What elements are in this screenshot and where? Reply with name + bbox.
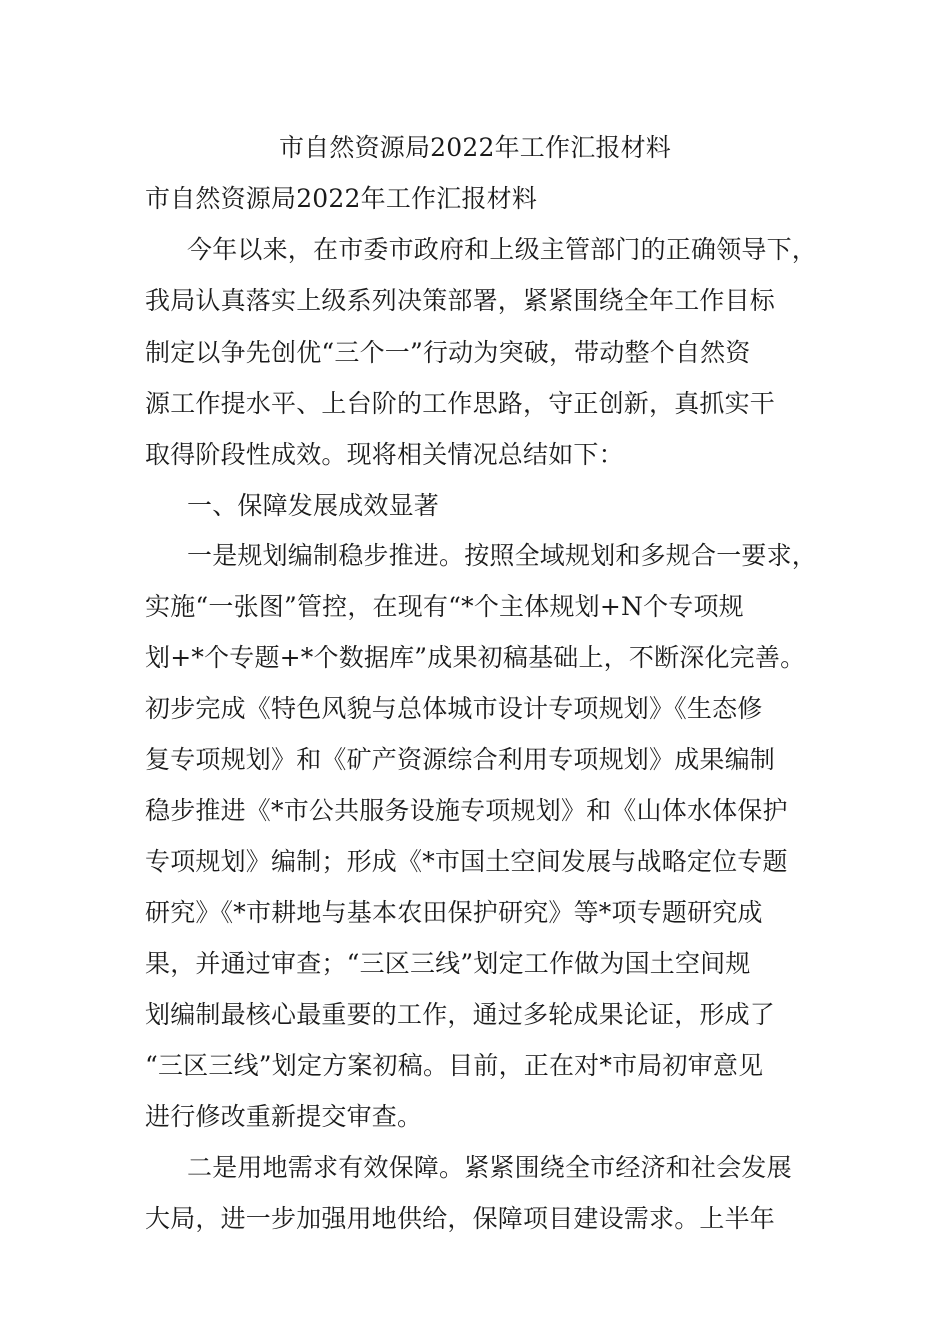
paragraph-line: “三区三线”划定方案初稿。目前，正在对*市局初审意见	[145, 1051, 764, 1080]
paragraph-line: 今年以来，在市委市政府和上级主管部门的正确领导下，	[187, 235, 818, 264]
paragraph-line: 取得阶段性成效。现将相关情况总结如下：	[145, 440, 624, 469]
document-subtitle: 市自然资源局2022年工作汇报材料	[145, 184, 538, 213]
paragraph-line: 进行修改重新提交审查。	[145, 1102, 423, 1131]
paragraph-line: 研究》《*市耕地与基本农田保护研究》等*项专题研究成	[145, 898, 763, 927]
paragraph-line: 划编制最核心最重要的工作，通过多轮成果论证，形成了	[145, 1000, 776, 1029]
section-heading: 一、保障发展成效显著	[187, 491, 440, 520]
paragraph-line: 二是用地需求有效保障。紧紧围绕全市经济和社会发展	[187, 1153, 792, 1182]
paragraph-line: 我局认真落实上级系列决策部署，紧紧围绕全年工作目标	[145, 286, 776, 315]
paragraph-line: 果，并通过审查；“三区三线”划定工作做为国土空间规	[145, 949, 751, 978]
paragraph-line: 复专项规划》和《矿产资源综合利用专项规划》成果编制	[145, 745, 776, 774]
paragraph-line: 大局，进一步加强用地供给，保障项目建设需求。上半年	[145, 1204, 776, 1233]
paragraph-line: 专项规划》编制；形成《*市国土空间发展与战略定位专题	[145, 847, 788, 876]
paragraph-line: 初步完成《特色风貌与总体城市设计专项规划》《生态修	[145, 694, 763, 723]
paragraph-line: 一是规划编制稳步推进。按照全域规划和多规合一要求，	[187, 541, 818, 570]
paragraph-line: 制定以争先创优“三个一”行动为突破，带动整个自然资	[145, 338, 751, 367]
paragraph-line: 划+*个专题+*个数据库”成果初稿基础上，不断深化完善。	[145, 643, 806, 672]
paragraph-line: 源工作提水平、上台阶的工作思路，守正创新，真抓实干	[145, 389, 776, 418]
document-title: 市自然资源局2022年工作汇报材料	[278, 133, 672, 162]
paragraph-line: 稳步推进《*市公共服务设施专项规划》和《山体水体保护	[145, 796, 788, 825]
paragraph-line: 实施“一张图”管控，在现有“*个主体规划+N个专项规	[145, 592, 744, 621]
